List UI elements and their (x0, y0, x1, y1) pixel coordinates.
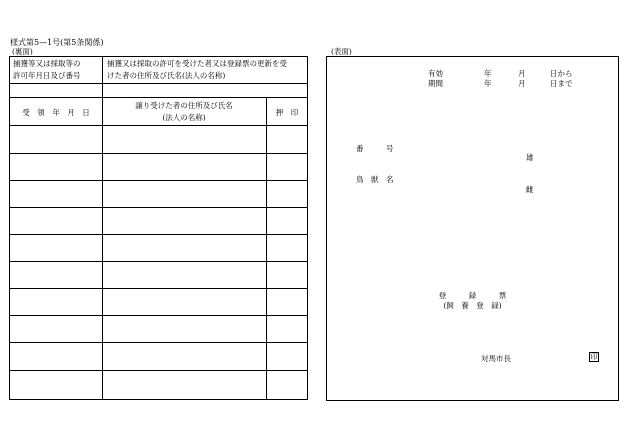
validity-from-day: 日から (550, 69, 573, 78)
col-divider-seal (266, 97, 267, 399)
validity-label-1: 有効 (428, 69, 443, 78)
document-title: 登 録 票 (438, 291, 507, 300)
form-number: 様式第5—1号(第5条関係) (10, 38, 104, 47)
table-row (10, 207, 307, 208)
header-permit-line-1: 捕獲等又は採取等の (13, 59, 81, 68)
header-permit-info (13, 58, 81, 82)
table-row (10, 261, 307, 262)
table-row (10, 315, 307, 316)
col-divider-date (102, 97, 103, 399)
document-subtitle: (飼 養 登 録) (443, 301, 502, 310)
table-row (10, 370, 307, 371)
col-header-received-date: 受 領 年 月 日 (22, 108, 90, 117)
male-label: 雄 (526, 153, 534, 162)
validity-from-year: 年 (484, 69, 492, 78)
female-label: 雌 (526, 185, 534, 194)
header-holder-info (107, 58, 287, 82)
table-row (10, 153, 307, 154)
table-row (10, 234, 307, 235)
header-holder-line-2: けた者の住所及び氏名(法人の名称) (107, 71, 226, 80)
table-row (10, 288, 307, 289)
front-side-card (326, 56, 619, 401)
header-holder-line-1: 捕獲又は採取の許可を受けた者又は登録票の更新を受 (107, 59, 287, 68)
entry-row-divider (10, 97, 307, 98)
col-header-recipient (102, 100, 266, 124)
validity-to-day: 日まで (550, 79, 573, 88)
number-label: 番 号 (356, 144, 394, 153)
issuer-name: 対馬市長 (481, 354, 511, 363)
table-row (10, 342, 307, 343)
bird-name-label: 鳥 獣 名 (356, 175, 394, 184)
col-header-recipient-line-1: 譲り受けた者の住所及び氏名 (135, 101, 233, 110)
validity-to-month: 月 (518, 79, 526, 88)
header-permit-line-2: 許可年月日及び番号 (13, 71, 81, 80)
validity-from-month: 月 (518, 69, 526, 78)
validity-to-year: 年 (484, 79, 492, 88)
seal-stamp: 印 (590, 353, 598, 361)
table-row (10, 180, 307, 181)
header-divider (102, 57, 103, 83)
validity-label-2: 期間 (428, 79, 443, 88)
back-side-label: (裏面) (12, 47, 33, 56)
back-side-table (9, 56, 308, 400)
col-header-seal: 押 印 (275, 108, 299, 117)
front-side-label: (表面) (331, 47, 352, 56)
col-header-recipient-line-2: (法人の名称) (162, 113, 206, 122)
